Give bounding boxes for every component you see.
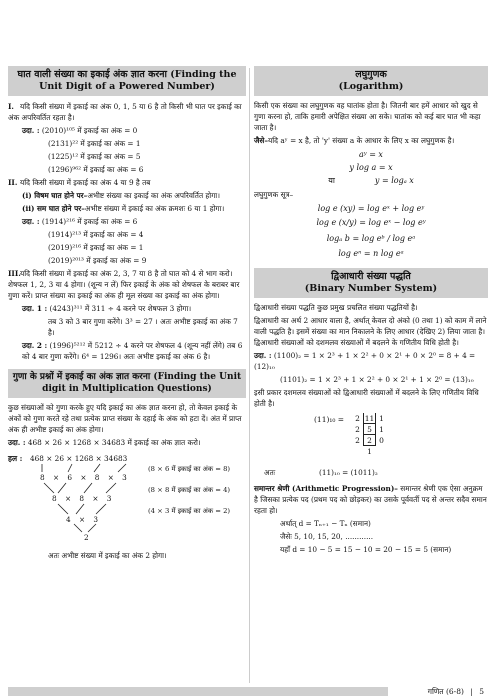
ap-formula-2: जैसेः 5, 10, 15, 20, ............ [280,532,374,541]
solution-note-2: (8 × 8 में इकाई का अंक = 4) [148,486,231,494]
left-column [8,0,246,563]
rule-ii-even: (ii) सम घात होने पर–अभीष्ट संख्या में इकाई का अंक क्रमशः 6 या 1 होगा। [22,204,225,213]
division-method [254,413,488,465]
binary-decimal-conversion-text: इसी प्रकार दशमलव संख्याओं को द्विआधारी संख्याओं में बदलने के लिए गणितीय विधि होती है। [254,388,479,408]
rule-i: I. यदि किसी संख्या में इकाई का अंक 0, 1, 5 या 6 है तो किसी भी घात पर इकाई का अंक अपरिवर्तित रहता है। [8,102,242,122]
log-formula-2: y log a = x [349,163,393,172]
multiplication-intro: कुछ संख्याओं को गुणा करके हुए यदि इकाई का अंक ज्ञात करना हो, तो केवल इकाई के अंकों को गुणा करते रहे तथा प्रत्येक प्राप्त संख्या के दहाई के अंक को हटा दें। अंत में प्राप्त अंक ही अभीष्ट इकाई का अंक होगा। [8,403,242,434]
solution-row-2: 8 × 8 × 3 [52,494,115,503]
division-lead: (11)₁₀ = [314,415,345,424]
log-formula-7: log eⁿ = n log eᵃ [338,249,404,258]
rule-i-example-1: उदा. : (2010)¹⁰⁵ में इकाई का अंक = 0 [22,126,138,135]
solution-note-1: (8 × 6 में इकाई का अंक = 8) [148,465,231,473]
binary-description: द्विआधारी का अर्थ 2 आधार वाला है, अर्थात् केवल दो अंको (0 तथा 1) को काम में लाने वाली पद्धति है। इसमें संख्या का मान निकालने के लिए आधार (देखिए 2) लिया जाता है। द्विआधारी संख्याओं को दशमलव संख्याओं में बदलने के गणितीय विधि होती है। [254,316,487,347]
multiplication-example: उदा. : 468 × 26 × 1268 × 34683 में इकाई का अंक ज्ञात करो। [8,438,201,447]
division-row: 2 5 1 [352,424,387,435]
log-formula-1: aʸ = x [359,150,383,159]
rule-i-example-4: (1296)⁹⁶² में इकाई का अंक = 6 [48,165,144,174]
log-formula-4: log e (xy) = log eˣ + log eʸ [317,204,425,213]
footer-page-info [428,687,484,696]
division-table [352,413,387,456]
rule-iii-example-1: उदा. 1 : (4243)³¹¹ में 311 ÷ 4 करने पर शेषफल 3 होगा। [22,304,192,313]
section-heading-binary: द्विआधारी संख्या पद्धति (Binary Number System) [254,268,488,298]
log-formulas-label: लघुगुणक सूत्र– [254,190,294,199]
right-column [254,0,488,557]
rule-ii-example-4: (2019)²⁰¹³ में इकाई का अंक = 9 [48,256,147,265]
solution-label: हल : [8,454,23,463]
solution-top-row: 468 × 26 × 1268 × 34683 [30,454,128,463]
solution-row-1: 8 × 6 × 8 × 3 [40,473,130,482]
section-heading-logarithm: लघुगुणक (Logarithm) [254,66,488,96]
solution-row-4: 2 [84,533,89,542]
rule-iii: III.यदि किसी संख्या में इकाई का अंक 2, 3, 7 या 8 है तो घात को 4 से भाग करो। शेषफल 1, 2, 3 या 4 होगा। (शून्य न लें) फिर इकाई के अंक को शेषफल के बराबर बार गुणा करें। प्राप्त संख्या का इकाई का अंक ही मूल संख्या का इकाई का अंक होगा। [8,269,240,300]
binary-intro: द्विआधारी संख्या पद्धति कुछ प्रमुख प्रचलित संख्या पद्धतियों है। [254,303,418,312]
solution-diagram [8,452,246,544]
column-divider [249,68,250,683]
section-heading-powered-unit-digit: घात वाली संख्या का इकाई अंक ज्ञात करना (Finding the Unit Digit of a Powered Number) [8,66,246,96]
log-formula-3: या y = logₐ x [328,176,414,185]
rule-iii-example-2: उदा. 2 : (1996)⁵²¹² में 5212 ÷ 4 करने पर शेषफल 4 (शून्य नहीं लेंगे) तब 6 को 4 बार गुणा करेंगे। 6⁴ = 1296। अतः अभीष्ट इकाई का अंक 6 है। [22,341,243,361]
log-formula-6: logₐ b = log eᵇ / log eᵃ [326,234,416,243]
binary-example-2: (1101)₂ = 1 × 2³ + 1 × 2² + 0 × 2¹ + 1 × 2⁰ = (13)₁₀ [280,375,474,384]
footer-bar [8,687,388,696]
solution-note-3: (4 × 3 में इकाई का अंक = 2) [148,507,231,515]
solution-row-3: 4 × 3 [66,515,102,524]
rule-ii-odd: (i) विषम घात होने पर–अभीष्ट संख्या का इकाई का अंक अपरिवर्तित होगा। [22,191,220,200]
log-formula-5: log e (x/y) = log eˣ − log eʸ [316,218,426,227]
section-heading-multiplication-unit-digit: गुणा के प्रश्नों में इकाई का अंक ज्ञात करना (Finding the Unit digit in Multiplication Questions) [8,369,246,398]
ap-formula-1: अर्थात् d = Tₙ₊₁ − Tₙ (समान) [280,519,371,528]
rule-i-example-3: (1225)¹² में इकाई का अंक = 5 [48,152,141,161]
binary-example-1: उदा. : (1100)₂ = 1 × 2³ + 1 × 2² + 0 × 2¹ + 0 × 2⁰ = 8 + 4 = (12)₁₀ [254,351,476,371]
division-row: 1 [367,446,372,456]
footer-subject: गणित (6-8) [427,687,464,696]
logarithm-intro: किसी एक संख्या का लघुगुणक वह घातांक होता है। जितनी बार हमें आधार को खुद से गुणा करना हो, ताकि हमारी अपेक्षित संख्या आ सके। घातांक को कई बार घात भी कहा जाता है। [254,101,481,132]
page-footer [8,687,488,700]
rule-ii-example-1: उदा. : (1914)²¹⁶ में इकाई का अंक = 6 [22,217,138,226]
division-row: 2 2 0 [352,435,387,446]
binary-result: अतः (11)₁₀ = (1011)₂ [264,468,378,477]
logarithm-example: जैसे–यदि aʸ = x है, तो 'y' संख्या a के आधार के लिए x का लघुगुणक है। [254,136,455,145]
rule-ii-example-3: (2019)²¹⁶ में इकाई का अंक = 1 [48,243,144,252]
rule-iii-example-1-cont: तब 3 को 3 बार गुणा करेंगे। 3³ = 27 । अतः अभीष्ट इकाई का अंक 7 है। [48,317,238,337]
footer-separator: | [470,687,473,696]
solution-conclusion: अतः अभीष्ट संख्या में इकाई का अंक 2 होगा। [48,551,167,560]
ap-formula-3: यहाँ d = 10 − 5 = 15 − 10 = 20 − 15 = 5 (समान) [280,545,452,554]
arithmetic-progression: समान्तर श्रेणी (Arithmetic Progression)– समान्तर श्रेणी एक ऐसा अनुक्रम है जिसका प्रत्येक पद (प्रथम पद को छोड़कर) का उसके पूर्ववर्ती पद से अन्तर सदैव समान रहता हो। [254,484,487,515]
division-row: 2 11 1 [352,413,387,424]
page-number: 5 [479,687,484,696]
rule-i-example-2: (2131)²² में इकाई का अंक = 1 [48,139,141,148]
rule-ii-example-2: (1914)²¹³ में इकाई का अंक = 4 [48,230,144,239]
rule-ii: II. यदि किसी संख्या में इकाई का अंक 4 या 9 है तब [8,178,151,187]
